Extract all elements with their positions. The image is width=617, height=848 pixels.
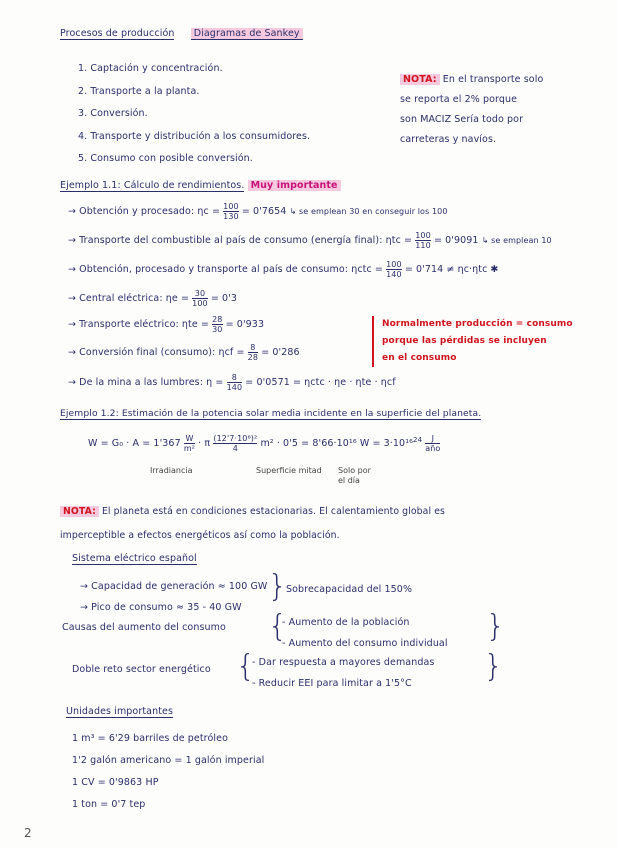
calc-text: → Transporte eléctrico: ηte = [68,319,209,330]
list-item: 4. Transporte y distribución a los consumidores. [78,130,311,142]
calc-line [68,373,608,401]
nota-line: se reporta el 2% porque [400,94,518,105]
nota-transport [400,70,543,150]
list-item: 1 m³ = 6'29 barriles de petróleo [72,733,228,744]
important-highlight: Muy importante [248,180,341,191]
example-title: Ejemplo 1.1: Cálculo de rendimientos. [60,180,245,191]
example-1-2-heading [60,408,481,419]
calc-note: ↳ se emplean 30 en conseguir los 100 [289,207,448,216]
formula-mid: · π [198,438,211,449]
units-title [66,706,173,717]
calc-line [68,260,608,289]
brace-icon: } [268,569,288,604]
calc-fraction [192,289,208,308]
header-title-b: Diagramas de Sankey [191,28,303,40]
fraction-den: 4 [213,443,257,453]
fraction-den: m² [183,444,196,453]
challenge-items [252,652,434,694]
formula-label: Solo por el día [338,466,371,485]
calc-text: → Transporte del combustible al país de consumo (energía final): ηtc = [68,235,413,246]
list-item: - Aumento del consumo individual [282,638,448,649]
calc-fraction [248,343,258,362]
side-note-line: Normalmente producción = consumo [382,319,573,329]
list-item: 3. Conversión. [78,108,148,119]
calc-line [68,289,608,315]
calc-text: → Conversión final (consumo): ηcf = [68,347,245,358]
fraction-den: 30 [212,325,223,334]
nota-planet [60,500,445,548]
list-item: → Capacidad de generación ≈ 100 GW [80,581,268,592]
fraction-num: 100 [415,231,431,240]
nota-line: carreteras y navíos. [400,134,497,145]
example-title: Ejemplo 1.2: Estimación de la potencia solar media incidente en la superficie del planeta. [60,408,482,419]
fraction-den: 140 [386,270,402,279]
calc-result: = 0'3 [210,293,238,304]
brace-icon: } [486,609,506,644]
fraction-num: (12'7·10⁶)² [213,434,258,443]
challenge-label: Doble reto sector energético [72,664,211,675]
calc-line [68,231,608,260]
nota-line: imperceptible a efectos energéticos así como la población. [60,530,340,541]
exp-unit-fraction [425,434,440,453]
formula-label: Superficie mitad [256,466,322,475]
calc-text: → Obtención, procesado y transporte al país de consumo: ηctc = [68,264,383,275]
fraction-num: 8 [250,343,256,352]
fraction-num: W [185,434,194,443]
fraction-den: año [425,444,441,453]
fraction-den: 110 [415,241,431,250]
exp-power: 24 [413,435,423,444]
units-list [72,728,264,816]
calc-text: → Obtención y procesado: ηc = [68,206,221,217]
calc-fraction [223,202,239,221]
unit-fraction [184,434,195,453]
fraction-num: 30 [194,289,206,298]
calc-text: → De la mina a las lumbres: η = [68,377,224,388]
fraction-den: 130 [223,212,239,221]
spain-title-text: Sistema eléctrico español [72,553,197,564]
nota-line: El planeta está en condiciones estacionarias. El calentamiento global es [101,506,445,517]
calc-note: ↳ se emplean 10 [481,236,552,245]
calc-line [68,202,608,231]
calc-text: → Central eléctrica: ηe = [68,293,190,304]
solar-formula [88,434,440,453]
page-header [60,28,303,39]
list-item: 2. Transporte a la planta. [78,85,200,97]
side-note-line: porque las pérdidas se incluyen [382,336,547,346]
fraction-num: J [431,434,435,443]
list-item: → Pico de consumo ≈ 35 - 40 GW [80,602,242,613]
formula-left: W = G₀ · A = 1'367 [88,438,181,449]
causes-label: Causas del aumento del consumo [62,622,226,633]
fraction-den: 140 [226,383,243,392]
brace-icon: { [236,649,256,684]
fraction-num: 28 [212,315,223,324]
calc-result: = 0'9091 [433,235,479,246]
calc-result: = 0'7654 [241,206,287,217]
formula-right: m² · 0'5 = 8'66·10¹⁶ W = 3·10¹⁶ [260,438,414,449]
spain-items [80,576,267,618]
list-item: - Aumento de la población [282,617,410,628]
calc-fraction [212,315,222,334]
fraction-num: 100 [386,260,402,269]
brace-icon: { [268,609,288,644]
calc-result: = 0'0571 = ηctc · ηe · ηte · ηcf [245,377,396,388]
list-item: 1. Captación y concentración. [78,63,223,74]
calc-fraction [227,373,243,392]
nota-label: NOTA: [60,506,99,517]
calc-result: = 0'933 [225,319,265,330]
list-item: 1 CV = 0'9863 HP [72,777,159,788]
fraction-num: 100 [223,202,239,211]
list-item: - Dar respuesta a mayores demandas [252,657,435,668]
page-number: 2 [24,826,32,840]
side-note [372,316,573,367]
calc-fraction [415,231,431,250]
nota-label: NOTA: [400,74,440,85]
list-item: 1 ton = 0'7 tep [72,799,146,810]
list-item: - Reducir EEI para limitar a 1'5°C [252,678,412,689]
formula-label: Irradiancia [150,466,193,475]
units-title-text: Unidades importantes [66,706,174,717]
nota-line: En el transporte solo [442,74,544,85]
list-item: 5. Consumo con posible conversión. [78,153,253,164]
nota-line: son MACIZ Sería todo por [400,114,524,125]
fraction-den: 100 [192,299,208,308]
fraction-den: 28 [247,353,259,362]
spain-title [72,553,197,564]
area-fraction [213,434,257,453]
list-item: 1'2 galón americano = 1 galón imperial [72,755,265,766]
process-list [78,58,310,171]
example-1-1-lines [68,202,608,401]
fraction-num: 8 [231,373,237,382]
brace-note: Sobrecapacidad del 150% [286,584,413,595]
header-title-a: Procesos de producción [60,28,175,39]
causes-items [282,612,448,654]
side-note-line: en el consumo [382,353,457,363]
example-1-1-heading [60,180,341,191]
calc-result: = 0'714 ≠ ηc·ηtc ✱ [404,264,499,275]
calc-result: = 0'286 [261,347,300,358]
brace-icon: } [484,649,504,684]
calc-fraction [386,260,402,279]
